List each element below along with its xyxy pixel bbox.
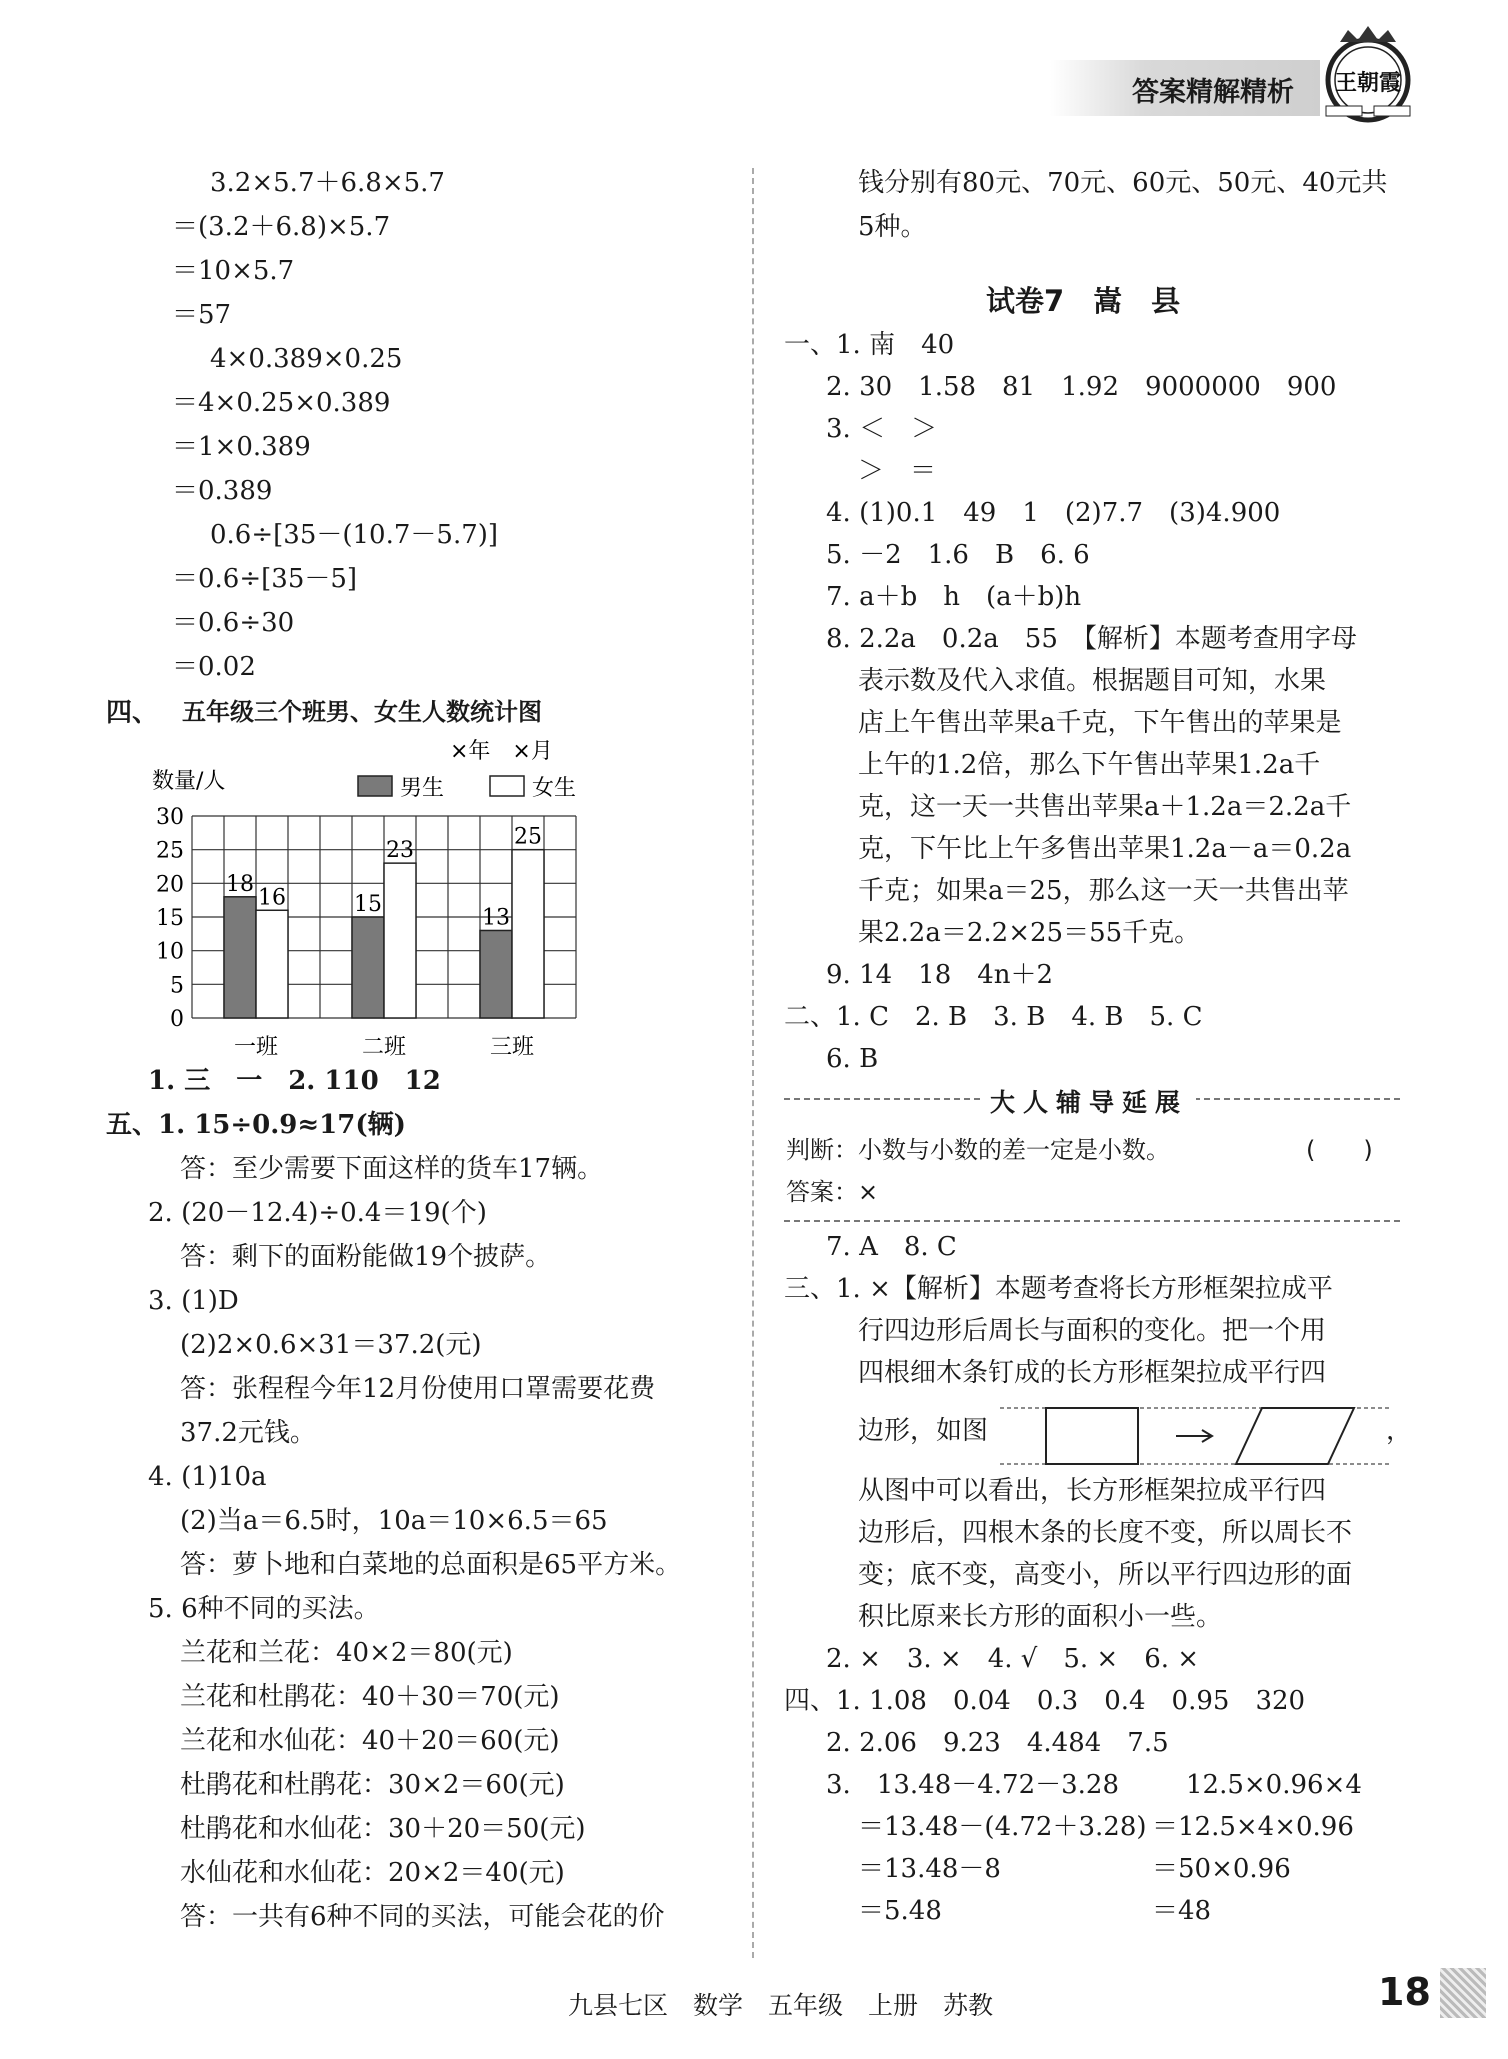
bar: [352, 917, 384, 1018]
calc-line: ＝10×5.7: [172, 256, 295, 286]
calc-line: ＝1×0.389: [172, 432, 311, 462]
s5-line: 兰花和杜鹃花：40＋30＝70(元): [180, 1682, 560, 1712]
s3-line: 积比原来长方形的面积小一些。: [858, 1602, 1223, 1632]
s4-line: 四、1. 1.08 0.04 0.3 0.4 0.95 320: [784, 1686, 1306, 1716]
s1-line: 3. ＜ ＞: [826, 414, 938, 444]
bar-value-label: 13: [482, 905, 510, 931]
y-tick-label: 10: [156, 939, 184, 965]
s1-line: 7. a＋b h (a＋b)h: [826, 582, 1082, 612]
bar-value-label: 23: [386, 838, 414, 864]
continuation-line: 5种。: [858, 212, 927, 242]
bar-value-label: 18: [226, 871, 254, 897]
s3-line: 边形后，四根木条的长度不变，所以周长不: [858, 1518, 1353, 1548]
s5-line: 答：一共有6种不同的买法，可能会花的价: [180, 1902, 665, 1932]
s5-line: 答：至少需要下面这样的货车17辆。: [180, 1154, 604, 1184]
s5-line: 兰花和水仙花：40＋20＝60(元): [180, 1726, 560, 1756]
chart-y-label: 数量/人: [152, 769, 226, 794]
s3-head: 三、1. ×【解析】本题考查将长方形框架拉成平: [784, 1274, 1333, 1304]
parallelogram-shape: [1236, 1408, 1354, 1464]
bar-chart: [140, 736, 600, 1056]
q8-line: 上午的1.2倍，那么下午售出苹果1.2a千: [858, 750, 1321, 780]
section-4-label: 四、: [106, 698, 159, 728]
s4-calc-right: ＝50×0.96: [1152, 1854, 1291, 1884]
s3-line: 行四边形后周长与面积的变化。把一个用: [858, 1316, 1327, 1346]
s5-line: 37.2元钱。: [180, 1418, 316, 1448]
s4-calc-right: ＝48: [1152, 1896, 1212, 1926]
calc-line: ＝0.02: [172, 652, 256, 682]
bar: [480, 930, 512, 1018]
q8-line: 克，下午比上午多售出苹果1.2a－a＝0.2a: [858, 834, 1352, 864]
s5-line: 4. (1)10a: [148, 1462, 267, 1492]
chart-title: 五年级三个班男、女生人数统计图: [182, 698, 542, 726]
extension-answer: 答案：×: [786, 1178, 879, 1206]
extension-answer-paren: ( ): [1306, 1136, 1373, 1164]
s2-line: 6. B: [826, 1044, 879, 1074]
s4-calc-right: ＝12.5×4×0.96: [1152, 1812, 1354, 1842]
s5-line: 5. 6种不同的买法。: [148, 1594, 380, 1624]
s5-line: 兰花和兰花：40×2＝80(元): [180, 1638, 513, 1668]
bar-value-label: 16: [258, 885, 286, 911]
s2-line: 二、1. C 2. B 3. B 4. B 5. C: [784, 1002, 1203, 1032]
s1-line: 一、1. 南 40: [784, 330, 955, 360]
q8-line: 千克；如果a＝25，那么这一天一共售出苹: [858, 876, 1349, 906]
logo-text: 王朝霞: [1334, 70, 1402, 96]
bar: [256, 910, 288, 1018]
s5-line: 3. (1)D: [148, 1286, 239, 1316]
s1-line: 2. 30 1.58 81 1.92 9000000 900: [826, 372, 1337, 402]
s5-line: 答：张程程今年12月份使用口罩需要花费: [180, 1374, 656, 1404]
q8-line: 果2.2a＝2.2×25＝55千克。: [858, 918, 1201, 948]
calc-line: ＝0.389: [172, 476, 273, 506]
calc-line: 0.6÷[35－(10.7－5.7)]: [210, 520, 499, 550]
s5-line: (2)2×0.6×31＝37.2(元): [180, 1330, 482, 1360]
s5-line: 杜鹃花和水仙花：30＋20＝50(元): [180, 1814, 586, 1844]
category-label: 二班: [361, 1035, 407, 1056]
calc-line: ＝(3.2＋6.8)×5.7: [172, 212, 391, 242]
footer-text: 九县七区 数学 五年级 上册 苏教: [568, 1991, 994, 2020]
s3-line: 边形，如图: [858, 1416, 989, 1446]
bar-value-label: 25: [514, 824, 542, 850]
page-number: 18: [1378, 1970, 1431, 2014]
column-divider: [752, 168, 754, 1958]
s5-line: 2. (20－12.4)÷0.4＝19(个): [148, 1198, 487, 1228]
s1-line: 5. －2 1.6 B 6. 6: [826, 540, 1090, 570]
header-title: 答案精解精析: [1132, 77, 1294, 108]
s4-calc-left: ＝13.48－(4.72＋3.28): [858, 1812, 1147, 1842]
y-tick-label: 5: [170, 973, 184, 999]
y-tick-label: 15: [156, 906, 184, 931]
s4-calc-left: ＝5.48: [858, 1896, 942, 1926]
s5-line: 五、1. 15÷0.9≈17(辆): [106, 1110, 406, 1140]
legend-swatch: [358, 776, 392, 796]
y-tick-label: 0: [170, 1007, 184, 1032]
q8-head: 8. 2.2a 0.2a 55 【解析】本题考查用字母: [826, 624, 1357, 654]
s5-line: 答：萝卜地和白菜地的总面积是65平方米。: [180, 1550, 682, 1580]
calc-line: ＝0.6÷[35－5]: [172, 564, 358, 594]
bar-value-label: 15: [354, 892, 382, 917]
s3-more: 2. × 3. × 4. √ 5. × 6. ×: [826, 1644, 1200, 1674]
y-tick-label: 30: [156, 805, 184, 830]
calc-line: 3.2×5.7＋6.8×5.7: [210, 168, 445, 198]
bar: [224, 897, 256, 1018]
s4-calc-left: ＝13.48－8: [858, 1854, 1001, 1884]
category-label: 三班: [489, 1035, 535, 1056]
s4-line: 2. 2.06 9.23 4.484 7.5: [826, 1728, 1169, 1758]
s4-calc-right: 12.5×0.96×4: [1186, 1770, 1362, 1800]
category-label: 一班: [233, 1035, 279, 1056]
s4-answers: 1. 三 一 2. 110 12: [148, 1066, 441, 1096]
q9-line: 9. 14 18 4n＋2: [826, 960, 1054, 990]
s5-line: (2)当a＝6.5时，10a＝10×6.5＝65: [180, 1506, 608, 1536]
legend-swatch: [490, 776, 524, 796]
extension-title: 大人辅导延展: [982, 1088, 1196, 1118]
brand-logo: [1318, 22, 1418, 134]
q8-line: 店上午售出苹果a千克，下午售出的苹果是: [858, 708, 1342, 738]
calc-line: ＝57: [172, 300, 232, 330]
continuation-line: 钱分别有80元、70元、60元、50元、40元共: [858, 168, 1388, 198]
s5-line: 杜鹃花和杜鹃花：30×2＝60(元): [180, 1770, 565, 1800]
s1-line: 4. (1)0.1 49 1 (2)7.7 (3)4.900: [826, 498, 1281, 528]
calc-line: 4×0.389×0.25: [210, 344, 403, 374]
y-tick-label: 25: [156, 838, 184, 864]
page-corner-pattern: [1440, 1968, 1486, 2018]
chart-date-note: ×年 ×月: [450, 739, 553, 764]
extension-question: 判断：小数与小数的差一定是小数。: [786, 1136, 1170, 1164]
rectangle-shape: [1046, 1408, 1138, 1464]
s5-line: 水仙花和水仙花：20×2＝40(元): [180, 1858, 565, 1888]
s3-line: 四根细木条钉成的长方形框架拉成平行四: [858, 1358, 1327, 1388]
q8-line: 克，这一天一共售出苹果a＋1.2a＝2.2a千: [858, 792, 1352, 822]
calc-line: ＝0.6÷30: [172, 608, 295, 638]
legend-label: 女生: [532, 776, 577, 801]
legend-label: 男生: [400, 776, 445, 801]
exam-title: 试卷7 嵩 县: [986, 284, 1181, 318]
s3-line: 从图中可以看出，长方形框架拉成平行四: [858, 1476, 1327, 1506]
q8-line: 表示数及代入求值。根据题目可知，水果: [858, 666, 1327, 696]
s4-calc-left: 3. 13.48－4.72－3.28: [826, 1770, 1120, 1800]
s3-line: 变；底不变，高变小，所以平行四边形的面: [858, 1560, 1353, 1590]
rectangle-to-parallelogram-figure: [1000, 1398, 1400, 1474]
bar: [512, 850, 544, 1018]
bar: [384, 863, 416, 1018]
s2-line: 7. A 8. C: [826, 1232, 957, 1262]
calc-line: ＝4×0.25×0.389: [172, 388, 391, 418]
s1-line: ＞ ＝: [858, 456, 937, 486]
y-tick-label: 20: [156, 872, 184, 898]
s5-line: 答：剩下的面粉能做19个披萨。: [180, 1242, 552, 1272]
